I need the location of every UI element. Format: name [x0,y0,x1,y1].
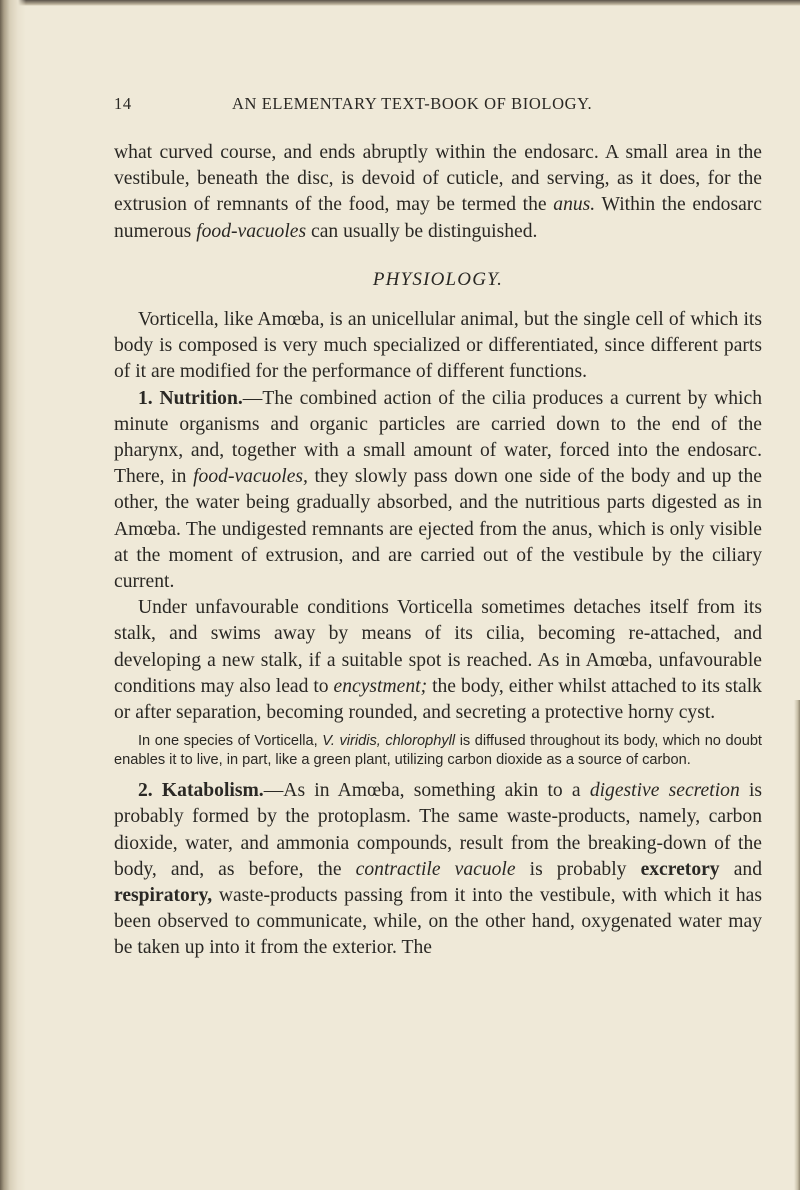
small-print-note [114,732,762,770]
paragraph-unfavourable [114,595,762,726]
term-encystment: encystment; [333,675,428,697]
term-katabolism: Katabolism. [161,780,264,802]
page-binding-shadow [0,0,26,1190]
page-edge-shadow [794,700,800,1190]
page-body [114,140,762,962]
text-run: Within the endosarc numerous [114,194,763,242]
paragraph-nutrition [114,386,762,596]
term-anus: anus. [553,194,596,216]
text-run: the body, either whilst attached to its stalk or after separation, becoming rounded, and secreting a protective horny cyst. [114,675,762,724]
text-run: what curved course, and ends abruptly within the endosarc. A small area in the vestibule, beneath the disc, is devoid of cuticle, and serving, as it does, for the extrusion of remnants of the food, may be termed the [114,142,762,216]
text-run: Under unfavourable conditions Vorticella sometimes detaches itself from its stalk, and swims away by means of its cilia, becoming re-attached, and developing a new stalk, if a suitable spot is reached. As in Amœba, unfavourable conditions may also lead to [114,597,762,697]
page-top-shadow [0,0,800,6]
text-run: —The combined action of the cilia produces a current by which minute organisms and organic particles are carried down to the end of the pharynx, and, together with a small amount of water, forced into the endosarc. There, in [114,387,762,488]
section-heading: PHYSIOLOGY. [372,268,504,290]
running-title: AN ELEMENTARY TEXT-BOOK OF BIOLOGY. [232,94,593,113]
text-run: is probably [515,858,641,880]
term-nutrition: Nutrition. [159,387,243,409]
running-header [114,94,754,118]
term-food-vacuoles: food-vacuoles [196,220,307,242]
paragraph-continuation [114,140,762,245]
text-run: can usually be distinguished. [306,220,538,242]
page-number: 14 [114,94,132,113]
text-run: they slowly pass down one side of the body and up the other, the water being gradually absorbed, and the nutritious parts digested as in Amœba. The undigested remnants are ejected from the anus, which is only visible at the moment of extrusion, and are carried out of the vestibule by the ciliary current. [114,466,762,593]
text-run: —As in Amœba, something akin to a [263,780,590,802]
term-food-vacuoles: food-vacuoles, [193,466,308,488]
paragraph-katabolism [114,778,762,961]
term-excretory: excretory [640,858,720,880]
text-run: In one species of Vorticella, [138,733,323,750]
term-contractile-vacuole: contractile vacuole [355,858,516,880]
term-respiratory: respiratory, [114,885,213,907]
term-chlorophyll: chlorophyll [385,733,456,750]
term-digestive-secretion: digestive secretion [589,780,740,802]
section-number: 1. [138,387,153,409]
text-run: waste-products passing from it into the vestibule, with which it has been observed to communicate, while, on the other hand, oxygenated water may be taken up into it from the exterior. The [114,885,762,959]
paragraph-intro: Vorticella, like Amœba, is an unicellular animal, but the single cell of which its body is composed is very much specialized or differentiated, since different parts of it are modified for the performance of different functions. [114,309,762,383]
term-species: V. viridis, [322,733,381,750]
text-run: is probably formed by the protoplasm. The same waste-products, namely, carbon dioxide, water, and ammonia compounds, result from the breaking-down of the body, and, as before, the [114,780,763,880]
section-number: 2. [138,780,153,802]
text-run: and [719,858,762,880]
text-run: is diffused throughout its body, which no doubt enables it to live, in part, like a green plant, utilizing carbon dioxide as a source of carbon. [114,733,762,769]
